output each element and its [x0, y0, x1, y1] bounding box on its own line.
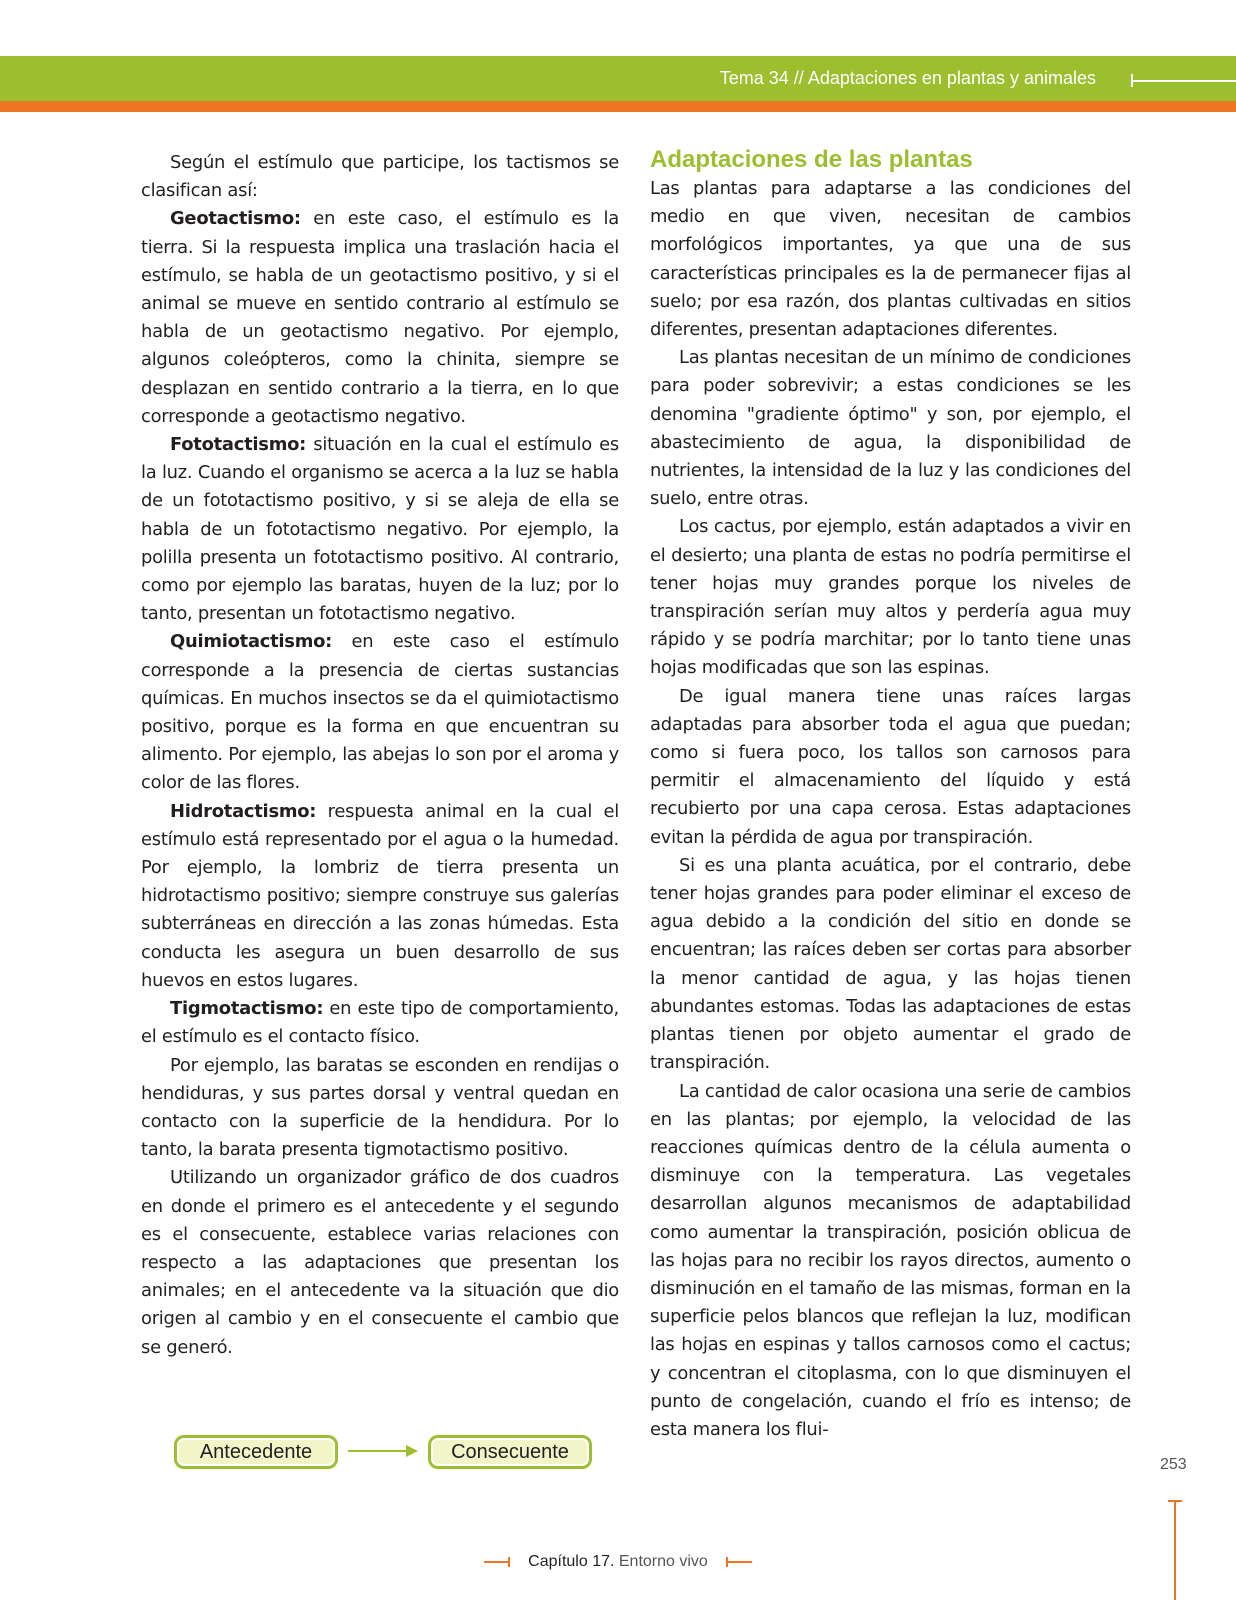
section-title: Adaptaciones de las plantas [650, 146, 973, 173]
footer-chapter: Capítulo 17. [528, 1553, 615, 1570]
paragraph: Hidrotactismo: respuesta animal en la cual el estímulo está representado por el agua o la humedad. Por ejemplo, la lombriz de tierra presenta un hidrotactismo positivo; siempre construye sus galerías subterráneas en dirección a las zonas húmedas. Esta conducta les asegura un buen desarrollo de sus huevos en estos lugares. [141, 800, 619, 991]
paragraph: Utilizando un organizador gráfico de dos cuadros en donde el primero es el antecedente y el segundo es el consecuente, establece varias relaciones con respecto a las adaptaciones que presentan los animales; en el antecedente va la situación que dio origen al cambio y en el consecuente el cambio que se generó. [141, 1167, 619, 1358]
paragraph: Si es una planta acuática, por el contrario, debe tener hojas grandes para poder eliminar el exceso de agua debido a la condición del sitio en donde se encuentran; las raíces deben ser cortas para absorber la menor cantidad de agua, y las hojas tienen abundantes estomas. Todas las adaptaciones de estas plantas tienen por objeto aumentar el grado de transpiración. [650, 854, 1131, 1074]
paragraph: Las plantas necesitan de un mínimo de condiciones para poder sobrevivir; a estas condiciones se les denomina "gradiente óptimo" y son, por ejemplo, el abastecimiento de agua, la disponibilidad de nutrientes, la intensidad de la luz y las condiciones del suelo, entre otras. [650, 347, 1131, 510]
footer [0, 1553, 1236, 1571]
consequent-box: Consecuente [428, 1435, 592, 1469]
footer-mark-right [726, 1561, 752, 1563]
paragraph: La cantidad de calor ocasiona una serie de cambios en las plantas; por ejemplo, la velocidad de las reacciones químicas dentro de la célula aumenta o disminuye con la temperatura. Las vegetales desarrollan algunos mecanismos de adaptabilidad como aumentar la transpiración, posición oblicua de las hojas para no recibir los rayos directos, aumento o disminución en el tamaño de las mismas, forman en la superficie pelos blancos que reflejan la luz, modifican las hojas en espinas y tallos carnosos como el cactus; y concentran el citoplasma, con lo que disminuyen el punto de congelación, cuando el frío es intenso; de esta manera los flui- [650, 1080, 1131, 1440]
term-quimiotactismo: Quimiotactismo: [170, 631, 333, 653]
paragraph: Por ejemplo, las baratas se esconden en rendijas o hendiduras, y sus partes dorsal y ventral quedan en contacto con la superficie de la hendidura. Por lo tanto, la barata presenta tigmotactismo positivo. [141, 1054, 619, 1161]
left-column [141, 149, 619, 1362]
term-fototactismo: Fototactismo: [170, 434, 307, 456]
running-header-title: Tema 34 // Adaptaciones en plantas y animales [719, 68, 1096, 88]
paragraph: Los cactus, por ejemplo, están adaptados a vivir en el desierto; una planta de estas no podría permitirse el tener hojas muy grandes porque los niveles de transpiración serían muy altos y perdería agua muy rápido y se podría marchitar; por lo tanto tiene unas hojas modificadas que son las espinas. [650, 516, 1131, 679]
right-column [650, 145, 1131, 1444]
term-tigmotactismo: Tigmotactismo: [170, 998, 324, 1020]
paragraph: Las plantas para adaptarse a las condiciones del medio en que viven, necesitan de cambios morfológicos importantes, ya que una de sus características principales es la de permanecer fijas al suelo; por esa razón, dos plantas cultivadas en sitios diferentes, presentan adaptaciones diferentes. [650, 178, 1131, 341]
arrow-right-icon [348, 1442, 420, 1460]
graphic-organizer [170, 1435, 600, 1479]
term-hidrotactismo: Hidrotactismo: [170, 800, 317, 822]
paragraph: Fototactismo: situación en la cual el estímulo es la luz. Cuando el organismo se acerca a la luz se habla de un fototactismo positivo, y si se aleja de ella se habla de un fototactismo negativo. Por ejemplo, la polilla presenta un fototactismo positivo. Al contrario, como por ejemplo las baratas, huyen de la luz; por lo tanto, presentan un fototactismo negativo. [141, 434, 619, 625]
header-rule [1131, 80, 1236, 82]
paragraph: Geotactismo: en este caso, el estímulo es la tierra. Si la respuesta implica una traslación hacia el estímulo, se habla de un geotactismo positivo, y si el animal se mueve en sentido contrario al estímulo se habla de un geotactismo negativo. Por ejemplo, algunos coleópteros, como la chinita, siempre se desplazan en sentido contrario a la tierra, en lo que corresponde a geotactismo negativo. [141, 208, 619, 427]
paragraph: Tigmotactismo: en este tipo de comportamiento, el estímulo es el contacto físico. [141, 998, 619, 1048]
header-stripe [0, 101, 1236, 112]
paragraph: Según el estímulo que participe, los tactismos se clasifican así: [141, 152, 619, 202]
paragraph: De igual manera tiene unas raíces largas adaptadas para absorber toda el agua que puedan; como si fuera poco, los tallos son carnosos para permitir el almacenamiento del líquido y está recubierto por una capa cerosa. Estas adaptaciones evitan la pérdida de agua por transpiración. [650, 685, 1131, 848]
side-rule [1174, 1500, 1176, 1600]
term-geotactismo: Geotactismo: [170, 208, 301, 230]
antecedent-box: Antecedente [174, 1435, 338, 1469]
page-number: 253 [1160, 1456, 1187, 1473]
footer-chapter-title: Entorno vivo [614, 1553, 708, 1570]
paragraph: Quimiotactismo: en este caso el estímulo corresponde a la presencia de ciertas sustancias químicas. En muchos insectos se da el quimiotactismo positivo, porque es la forma en que encuentran su alimento. Por ejemplo, las abejas lo son por el aroma y color de las flores. [141, 631, 619, 794]
footer-mark-left [484, 1561, 510, 1563]
